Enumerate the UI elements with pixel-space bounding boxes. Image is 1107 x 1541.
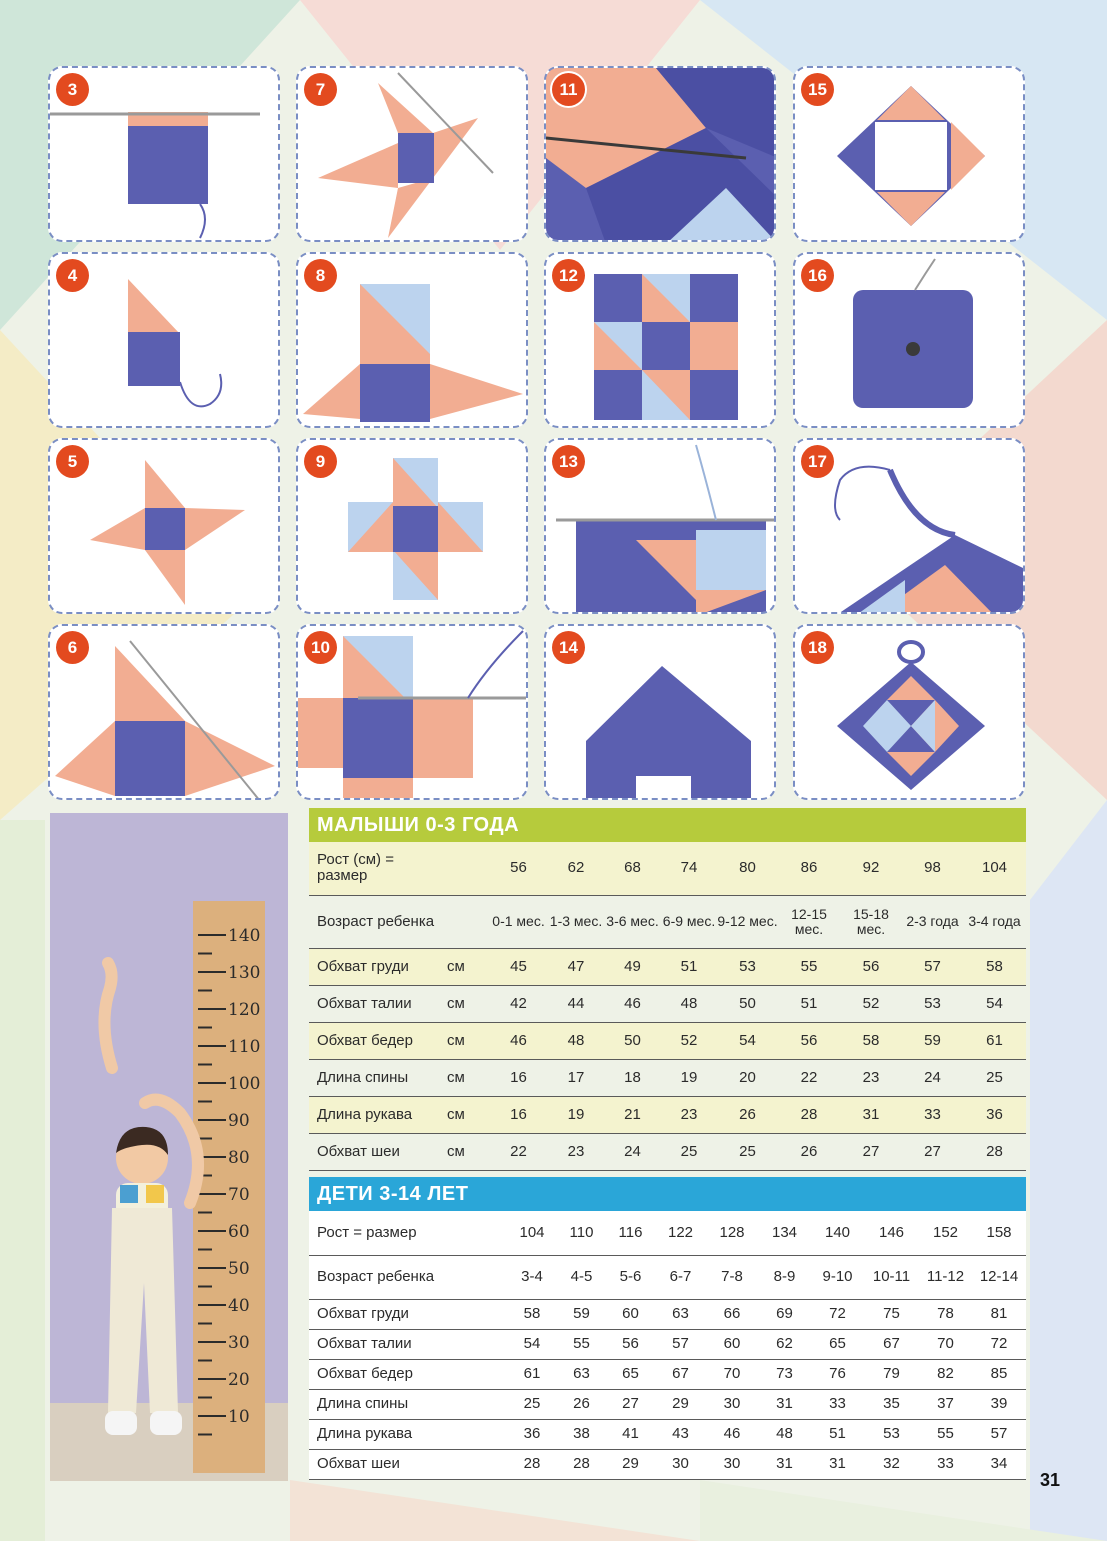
cell-value: 9-12 мес. (717, 895, 778, 948)
row-unit: см (447, 1059, 489, 1096)
step-number-badge: 6 (56, 631, 89, 664)
cell-value: 19 (661, 1059, 717, 1096)
cell-value: 62 (548, 842, 604, 895)
cell-value: 29 (655, 1389, 706, 1419)
kids-table-row (309, 1211, 1026, 1255)
cell-value: 57 (972, 1419, 1026, 1449)
cell-value: 44 (548, 985, 604, 1022)
step-photo-8 (296, 252, 528, 428)
cell-value: 51 (661, 948, 717, 985)
child-height-photo (50, 813, 288, 1481)
cell-value: 110 (557, 1211, 606, 1255)
cell-value: 6-7 (655, 1255, 706, 1299)
ruler-mark-label: 90 (228, 1111, 250, 1131)
cell-value: 56 (489, 842, 548, 895)
cell-value: 28 (963, 1133, 1026, 1170)
cell-value: 11-12 (919, 1255, 972, 1299)
step-number-badge: 17 (801, 445, 834, 478)
cell-value: 12-15 мес. (778, 895, 840, 948)
cell-value: 58 (963, 948, 1026, 985)
babies-table-row (309, 1059, 1026, 1096)
cell-value: 36 (963, 1096, 1026, 1133)
cell-value: 104 (963, 842, 1026, 895)
ruler-mark-label: 100 (228, 1074, 261, 1094)
cell-value: 37 (919, 1389, 972, 1419)
row-label: Обхват талии (309, 1329, 507, 1359)
cell-value: 62 (758, 1329, 811, 1359)
cell-value: 73 (758, 1359, 811, 1389)
cell-value: 57 (655, 1329, 706, 1359)
cell-value: 25 (507, 1389, 557, 1419)
cell-value: 128 (706, 1211, 758, 1255)
row-unit: см (447, 1133, 489, 1170)
ruler-mark-label: 50 (228, 1259, 250, 1279)
cell-value: 65 (606, 1359, 655, 1389)
row-label: Обхват талии (309, 985, 447, 1022)
cell-value: 31 (758, 1449, 811, 1479)
cell-value: 58 (507, 1299, 557, 1329)
cell-value: 31 (840, 1096, 902, 1133)
row-label: Обхват шеи (309, 1133, 447, 1170)
cell-value: 50 (717, 985, 778, 1022)
cell-value: 61 (963, 1022, 1026, 1059)
cell-value: 79 (864, 1359, 919, 1389)
cell-value: 43 (655, 1419, 706, 1449)
cell-value: 57 (902, 948, 963, 985)
cell-value: 27 (606, 1389, 655, 1419)
cell-value: 3-4 (507, 1255, 557, 1299)
step-photo-5 (48, 438, 280, 614)
cell-value: 18 (604, 1059, 661, 1096)
babies-table-row (309, 1096, 1026, 1133)
row-label: Длина рукава (309, 1096, 447, 1133)
cell-value: 30 (706, 1449, 758, 1479)
cell-value: 30 (655, 1449, 706, 1479)
step-number-badge: 13 (552, 445, 585, 478)
row-unit: см (447, 1022, 489, 1059)
cell-value: 116 (606, 1211, 655, 1255)
kids-table-title: ДЕТИ 3-14 ЛЕТ (309, 1177, 1026, 1211)
cell-value: 55 (557, 1329, 606, 1359)
cell-value: 33 (811, 1389, 864, 1419)
cell-value: 33 (902, 1096, 963, 1133)
cell-value: 27 (902, 1133, 963, 1170)
cell-value: 25 (717, 1133, 778, 1170)
step-photo-3 (48, 66, 280, 242)
step-photo-18 (793, 624, 1025, 800)
cell-value: 10-11 (864, 1255, 919, 1299)
cell-value: 54 (717, 1022, 778, 1059)
cell-value: 56 (606, 1329, 655, 1359)
step-number-badge: 18 (801, 631, 834, 664)
babies-table-row (309, 1022, 1026, 1059)
ruler-mark-label: 110 (228, 1037, 261, 1057)
cell-value: 15-18 мес. (840, 895, 902, 948)
cell-value: 70 (919, 1329, 972, 1359)
cell-value: 26 (778, 1133, 840, 1170)
cell-value: 69 (758, 1299, 811, 1329)
kids-table-row (309, 1449, 1026, 1479)
cell-value: 26 (557, 1389, 606, 1419)
row-label: Обхват груди (309, 948, 447, 985)
cell-value: 80 (717, 842, 778, 895)
babies-table-row (309, 948, 1026, 985)
kids-table-row (309, 1299, 1026, 1329)
cell-value: 122 (655, 1211, 706, 1255)
step-photo-15 (793, 66, 1025, 242)
cell-value: 6-9 мес. (661, 895, 717, 948)
row-unit: см (447, 948, 489, 985)
cell-value: 63 (557, 1359, 606, 1389)
cell-value: 51 (778, 985, 840, 1022)
cell-value: 26 (717, 1096, 778, 1133)
cell-value: 16 (489, 1096, 548, 1133)
cell-value: 66 (706, 1299, 758, 1329)
ruler-mark-label: 80 (228, 1148, 250, 1168)
cell-value: 46 (489, 1022, 548, 1059)
ruler-mark-label: 20 (228, 1370, 250, 1390)
row-label: Возраст ребенка (309, 895, 447, 948)
cell-value: 59 (902, 1022, 963, 1059)
cell-value: 1-3 мес. (548, 895, 604, 948)
cell-value: 30 (706, 1389, 758, 1419)
cell-value: 81 (972, 1299, 1026, 1329)
babies-table-row (309, 1133, 1026, 1170)
ruler-mark-label: 120 (228, 1000, 261, 1020)
step-number-badge: 8 (304, 259, 337, 292)
page-number: 31 (1040, 1470, 1061, 1490)
cell-value: 0-1 мес. (489, 895, 548, 948)
cell-value: 21 (604, 1096, 661, 1133)
cell-value: 54 (963, 985, 1026, 1022)
cell-value: 45 (489, 948, 548, 985)
babies-table-row (309, 895, 1026, 948)
cell-value: 65 (811, 1329, 864, 1359)
step-photo-9 (296, 438, 528, 614)
cell-value: 5-6 (606, 1255, 655, 1299)
cell-value: 20 (717, 1059, 778, 1096)
row-label: Обхват груди (309, 1299, 507, 1329)
step-photo-11 (544, 66, 776, 242)
cell-value: 46 (706, 1419, 758, 1449)
step-photo-6 (48, 624, 280, 800)
step-number-badge: 7 (304, 73, 337, 106)
cell-value: 28 (778, 1096, 840, 1133)
cell-value: 9-10 (811, 1255, 864, 1299)
row-unit: см (447, 1096, 489, 1133)
row-label: Рост (см) = размер (309, 842, 447, 895)
babies-table-row (309, 985, 1026, 1022)
cell-value: 38 (557, 1419, 606, 1449)
cell-value: 74 (661, 842, 717, 895)
kids-table-row (309, 1389, 1026, 1419)
cell-value: 24 (604, 1133, 661, 1170)
step-photo-4 (48, 252, 280, 428)
cell-value: 134 (758, 1211, 811, 1255)
cell-value: 41 (606, 1419, 655, 1449)
cell-value: 31 (811, 1449, 864, 1479)
babies-table-row (309, 842, 1026, 895)
kids-table-row (309, 1329, 1026, 1359)
step-number-badge: 16 (801, 259, 834, 292)
cell-value: 92 (840, 842, 902, 895)
cell-value: 158 (972, 1211, 1026, 1255)
cell-value: 72 (811, 1299, 864, 1329)
cell-value: 2-3 года (902, 895, 963, 948)
cell-value: 33 (919, 1449, 972, 1479)
step-photo-7 (296, 66, 528, 242)
cell-value: 3-6 мес. (604, 895, 661, 948)
step-number-badge: 4 (56, 259, 89, 292)
cell-value: 55 (778, 948, 840, 985)
row-label: Длина спины (309, 1389, 507, 1419)
cell-value: 152 (919, 1211, 972, 1255)
cell-value: 25 (661, 1133, 717, 1170)
cell-value: 49 (604, 948, 661, 985)
cell-value: 39 (972, 1389, 1026, 1419)
cell-value: 53 (902, 985, 963, 1022)
row-label: Длина спины (309, 1059, 447, 1096)
cell-value: 50 (604, 1022, 661, 1059)
cell-value: 104 (507, 1211, 557, 1255)
step-photo-16 (793, 252, 1025, 428)
step-number-badge: 9 (304, 445, 337, 478)
kids-table (309, 1211, 1026, 1480)
cell-value: 86 (778, 842, 840, 895)
cell-value: 47 (548, 948, 604, 985)
cell-value: 25 (963, 1059, 1026, 1096)
ruler-mark-label: 70 (228, 1185, 250, 1205)
step-photo-14 (544, 624, 776, 800)
cell-value: 16 (489, 1059, 548, 1096)
ruler-mark-label: 60 (228, 1222, 250, 1242)
step-number-badge: 5 (56, 445, 89, 478)
cell-value: 27 (840, 1133, 902, 1170)
cell-value: 51 (811, 1419, 864, 1449)
cell-value: 54 (507, 1329, 557, 1359)
cell-value: 61 (507, 1359, 557, 1389)
cell-value: 48 (548, 1022, 604, 1059)
step-photo-13 (544, 438, 776, 614)
row-unit (447, 842, 489, 895)
cell-value: 68 (604, 842, 661, 895)
kids-table-row (309, 1359, 1026, 1389)
cell-value: 23 (840, 1059, 902, 1096)
cell-value: 48 (758, 1419, 811, 1449)
cell-value: 59 (557, 1299, 606, 1329)
cell-value: 42 (489, 985, 548, 1022)
cell-value: 7-8 (706, 1255, 758, 1299)
ruler-mark-label: 10 (228, 1407, 250, 1427)
babies-size-table (309, 808, 1026, 1171)
row-label: Длина рукава (309, 1419, 507, 1449)
ruler-mark-label: 140 (228, 926, 261, 946)
cell-value: 75 (864, 1299, 919, 1329)
row-label: Возраст ребенка (309, 1255, 507, 1299)
ruler-mark-label: 30 (228, 1333, 250, 1353)
cell-value: 67 (655, 1359, 706, 1389)
cell-value: 22 (489, 1133, 548, 1170)
kids-table-row (309, 1419, 1026, 1449)
cell-value: 63 (655, 1299, 706, 1329)
cell-value: 28 (557, 1449, 606, 1479)
cell-value: 52 (661, 1022, 717, 1059)
babies-table (309, 842, 1026, 1171)
row-label: Обхват шеи (309, 1449, 507, 1479)
step-number-badge: 10 (304, 631, 337, 664)
step-number-badge: 11 (552, 73, 585, 106)
cell-value: 67 (864, 1329, 919, 1359)
cell-value: 55 (919, 1419, 972, 1449)
cell-value: 32 (864, 1449, 919, 1479)
row-unit (447, 895, 489, 948)
step-number-badge: 3 (56, 73, 89, 106)
ruler-mark-label: 130 (228, 963, 261, 983)
row-label: Обхват бедер (309, 1359, 507, 1389)
cell-value: 76 (811, 1359, 864, 1389)
step-number-badge: 15 (801, 73, 834, 106)
cell-value: 140 (811, 1211, 864, 1255)
cell-value: 29 (606, 1449, 655, 1479)
cell-value: 46 (604, 985, 661, 1022)
cell-value: 82 (919, 1359, 972, 1389)
step-photo-12 (544, 252, 776, 428)
cell-value: 72 (972, 1329, 1026, 1359)
cell-value: 22 (778, 1059, 840, 1096)
cell-value: 146 (864, 1211, 919, 1255)
cell-value: 3-4 года (963, 895, 1026, 948)
cell-value: 53 (864, 1419, 919, 1449)
cell-value: 48 (661, 985, 717, 1022)
cell-value: 19 (548, 1096, 604, 1133)
cell-value: 8-9 (758, 1255, 811, 1299)
cell-value: 4-5 (557, 1255, 606, 1299)
cell-value: 70 (706, 1359, 758, 1389)
step-photo-17 (793, 438, 1025, 614)
cell-value: 34 (972, 1449, 1026, 1479)
cell-value: 53 (717, 948, 778, 985)
step-photo-10 (296, 624, 528, 800)
cell-value: 85 (972, 1359, 1026, 1389)
kids-table-row (309, 1255, 1026, 1299)
step-number-badge: 12 (552, 259, 585, 292)
kids-size-table (309, 1177, 1026, 1480)
step-number-badge: 14 (552, 631, 585, 664)
cell-value: 24 (902, 1059, 963, 1096)
ruler-mark-label: 40 (228, 1296, 250, 1316)
cell-value: 36 (507, 1419, 557, 1449)
cell-value: 17 (548, 1059, 604, 1096)
cell-value: 28 (507, 1449, 557, 1479)
cell-value: 60 (606, 1299, 655, 1329)
cell-value: 78 (919, 1299, 972, 1329)
cell-value: 60 (706, 1329, 758, 1359)
cell-value: 98 (902, 842, 963, 895)
babies-table-title: МАЛЫШИ 0-3 ГОДА (309, 808, 1026, 842)
cell-value: 23 (661, 1096, 717, 1133)
row-unit: см (447, 985, 489, 1022)
cell-value: 56 (840, 948, 902, 985)
cell-value: 35 (864, 1389, 919, 1419)
cell-value: 58 (840, 1022, 902, 1059)
row-label: Обхват бедер (309, 1022, 447, 1059)
cell-value: 56 (778, 1022, 840, 1059)
cell-value: 31 (758, 1389, 811, 1419)
row-label: Рост = размер (309, 1211, 507, 1255)
cell-value: 23 (548, 1133, 604, 1170)
cell-value: 12-14 (972, 1255, 1026, 1299)
cell-value: 52 (840, 985, 902, 1022)
